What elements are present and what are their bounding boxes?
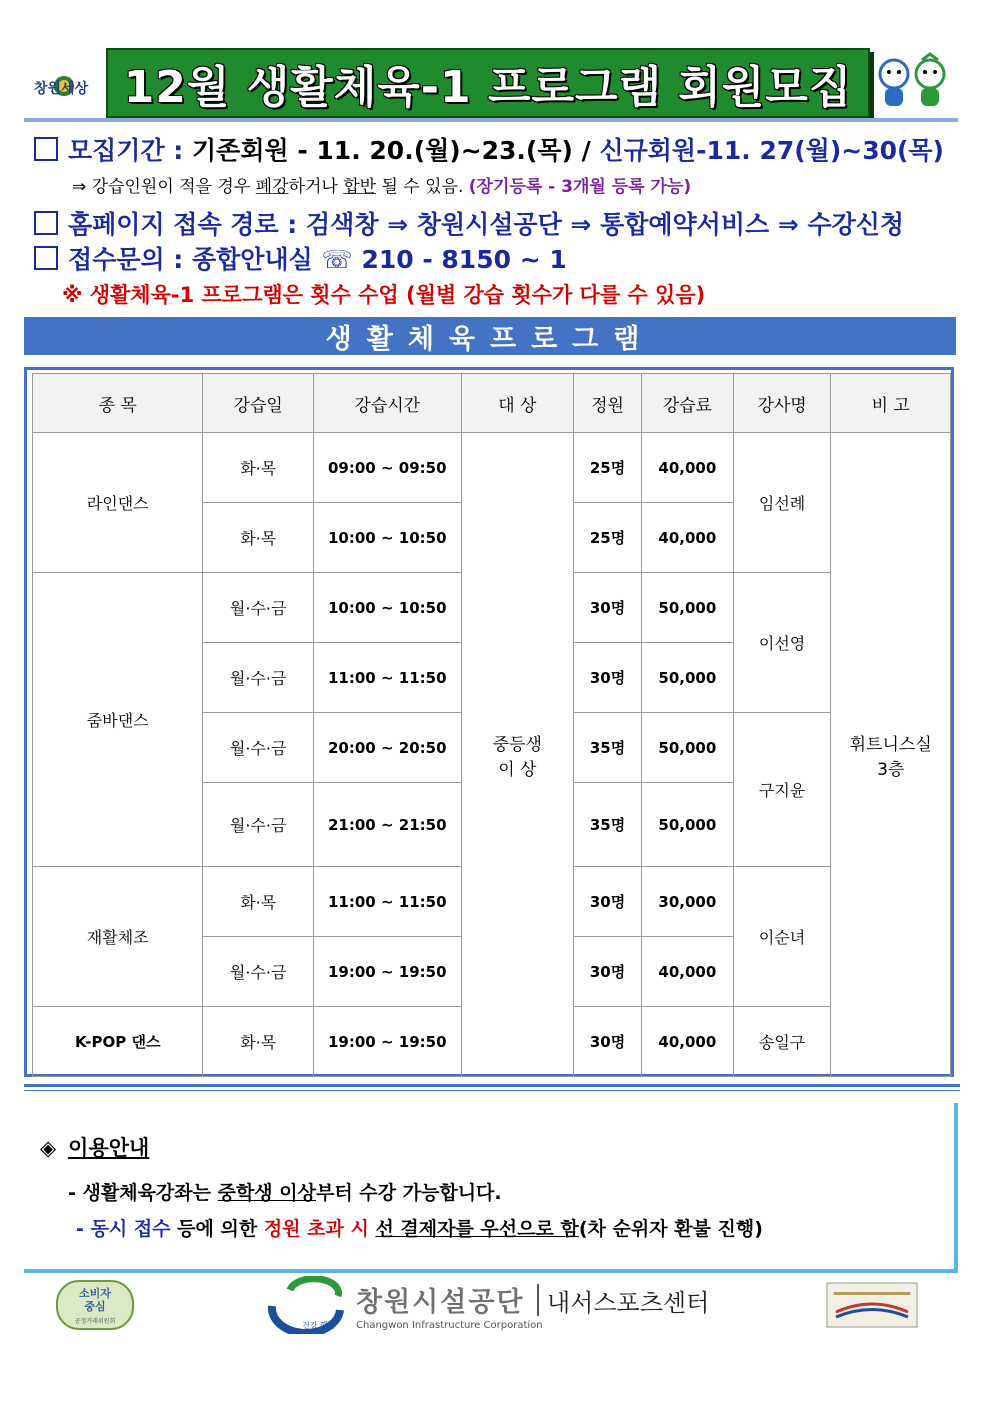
program-name: 줌바댄스: [33, 573, 203, 867]
table-divider: [24, 1084, 960, 1087]
diamond-icon: ◈: [40, 1136, 57, 1160]
table-header-row: [33, 374, 951, 433]
class-day: 월·수·금: [203, 783, 314, 867]
svg-text:건강 행복: 건강 행복: [302, 1321, 336, 1330]
class-time: 19:00 ~ 19:50: [313, 937, 461, 1007]
footer-divider: [537, 1284, 539, 1316]
instructor-name: 이선영: [733, 573, 831, 713]
capacity-cell: 30명: [574, 937, 642, 1007]
class-day: 월·수·금: [203, 643, 314, 713]
page-title: 12월 생활체육-1 프로그램 회원모집: [123, 62, 853, 113]
header-time: 강습시간: [313, 374, 461, 433]
contact-info: 접수문의 : 종합안내실 ☏ 210 - 8150 ~ 1: [34, 240, 567, 276]
class-time: 10:00 ~ 10:50: [313, 503, 461, 573]
fee-cell: 40,000: [641, 937, 733, 1007]
instructor-name: 임선례: [733, 433, 831, 573]
warning-note: ※ 생활체육-1 프로그램은 횟수 수업 (월별 강습 횟수가 다를 수 있음): [62, 283, 706, 307]
header-divider: [24, 118, 958, 122]
svg-text:소비자: 소비자: [79, 1287, 111, 1300]
class-day: 월·수·금: [203, 713, 314, 783]
header-day: 강습일: [203, 374, 314, 433]
capacity-cell: 30명: [574, 1007, 642, 1077]
homepage-route: 홈페이지 접속 경로 : 검색창 ⇒ 창원시설공단 ⇒ 통합예약서비스 ⇒ 수강신청: [34, 205, 904, 241]
capacity-cell: 35명: [574, 783, 642, 867]
info-line-age: - 생활체육강좌는 중학생 이상부터 수강 가능합니다.: [68, 1182, 502, 1204]
target-cell: 중등생 이 상: [461, 433, 574, 1077]
corp-logo-icon: [262, 1276, 352, 1334]
mascot-icon: [872, 52, 952, 114]
fee-cell: 40,000: [641, 433, 733, 503]
checkbox-icon: [34, 246, 58, 270]
instructor-name: 이순녀: [733, 867, 831, 1007]
info-line-priority: - 동시 접수 등에 의한 정원 초과 시 선 결제자를 우선으로 함(차 순위자 환불 진행): [76, 1218, 763, 1240]
capacity-cell: 30명: [574, 573, 642, 643]
capacity-cell: 25명: [574, 433, 642, 503]
program-name: 라인댄스: [33, 433, 203, 573]
fee-cell: 50,000: [641, 713, 733, 783]
svg-text:공정거래위원회: 공정거래위원회: [74, 1318, 116, 1325]
class-day: 월·수·금: [203, 937, 314, 1007]
class-time: 11:00 ~ 11:50: [313, 643, 461, 713]
class-day: 화·목: [203, 1007, 314, 1077]
note-cell: 휘트니스실 3층: [831, 433, 951, 1077]
title-banner: [106, 48, 870, 118]
checkbox-icon: [34, 137, 58, 161]
svg-text:중심: 중심: [84, 1300, 106, 1313]
program-table-frame: [24, 367, 954, 1077]
closure-note: ⇒ 강습인원이 적을 경우 폐강하거나 합반 될 수 있음. (장기등록 - 3개월 등록 가능): [72, 177, 692, 197]
capacity-cell: 25명: [574, 503, 642, 573]
info-box-border: [954, 1103, 958, 1271]
table-row: [33, 433, 951, 503]
fee-cell: 50,000: [641, 643, 733, 713]
center-name: 내서스포츠센터: [547, 1289, 710, 1317]
capacity-cell: 30명: [574, 643, 642, 713]
info-box-border: [24, 1269, 958, 1273]
instructor-name: 송일구: [733, 1007, 831, 1077]
section-bar: [24, 317, 956, 355]
corp-name: 창원시설공단: [356, 1287, 525, 1318]
class-time: 19:00 ~ 19:50: [313, 1007, 461, 1077]
class-time: 21:00 ~ 21:50: [313, 783, 461, 867]
section-title: 생활체육프로그램: [325, 323, 655, 355]
class-time: 20:00 ~ 20:50: [313, 713, 461, 783]
class-day: 월·수·금: [203, 573, 314, 643]
instructor-name: 구지윤: [733, 713, 831, 867]
program-table: [32, 373, 951, 1077]
class-time: 10:00 ~ 10:50: [313, 573, 461, 643]
fee-cell: 40,000: [641, 1007, 733, 1077]
class-time: 11:00 ~ 11:50: [313, 867, 461, 937]
checkbox-icon: [34, 211, 58, 235]
header-note: 비 고: [831, 374, 951, 433]
changwon-logo: [30, 55, 98, 117]
header-fee: 강습료: [641, 374, 733, 433]
class-day: 화·목: [203, 503, 314, 573]
consumer-badge-icon: [55, 1279, 135, 1331]
info-title: ◈ 이용안내: [40, 1136, 150, 1160]
program-name: 재활체조: [33, 867, 203, 1007]
header-program: 종 목: [33, 374, 203, 433]
header-instructor: 강사명: [733, 374, 831, 433]
program-name: K-POP 댄스: [33, 1007, 203, 1077]
class-time: 09:00 ~ 09:50: [313, 433, 461, 503]
fee-cell: 40,000: [641, 503, 733, 573]
header-capacity: 정원: [574, 374, 642, 433]
header-target: 대 상: [461, 374, 574, 433]
certification-icon: [826, 1282, 918, 1328]
capacity-cell: 30명: [574, 867, 642, 937]
logo-text: 창원세상: [34, 81, 89, 97]
capacity-cell: 35명: [574, 713, 642, 783]
fee-cell: 50,000: [641, 573, 733, 643]
class-day: 화·목: [203, 433, 314, 503]
class-day: 화·목: [203, 867, 314, 937]
fee-cell: 50,000: [641, 783, 733, 867]
corp-english-name: Changwon Infrastructure Corporation: [356, 1320, 543, 1331]
table-divider-thin: [24, 1090, 960, 1091]
recruit-period: 모집기간 : 기존회원 - 11. 20.(월)~23.(목) / 신규회원-11. 27(월)~30(목): [34, 131, 944, 167]
fee-cell: 30,000: [641, 867, 733, 937]
